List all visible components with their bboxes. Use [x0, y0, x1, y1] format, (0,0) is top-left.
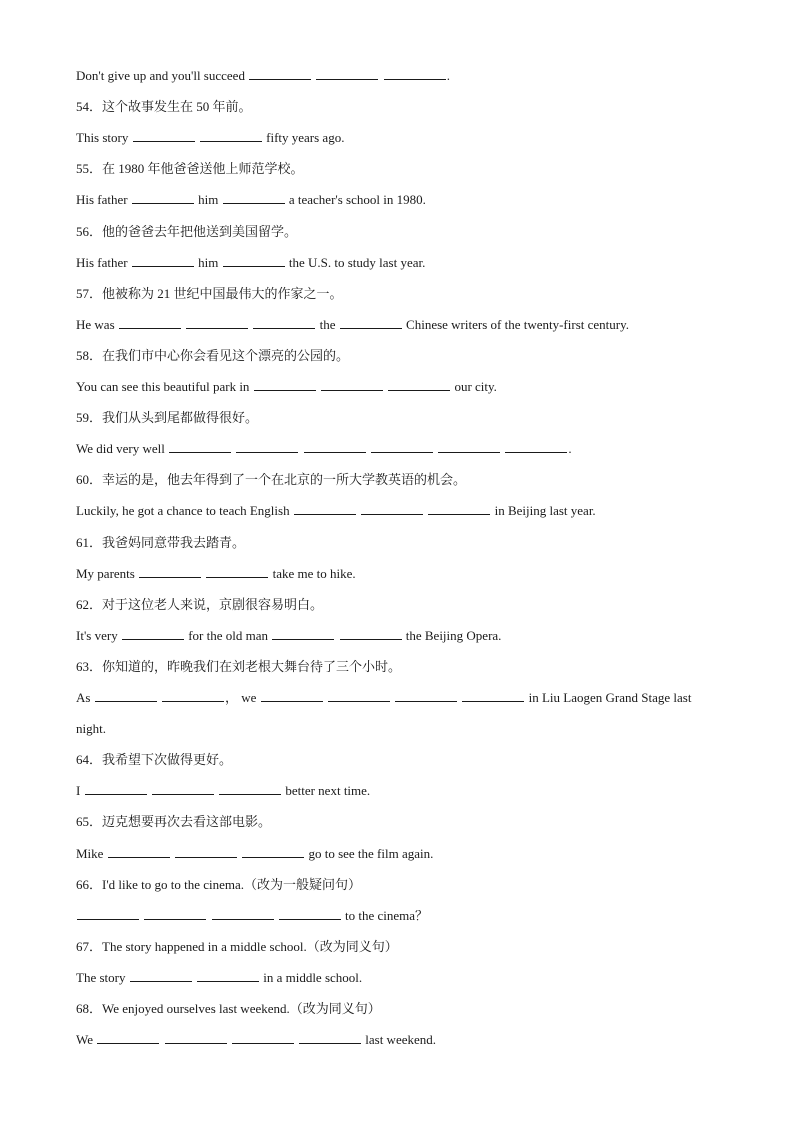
sentence-text — [275, 908, 278, 923]
sentence-text: in Liu Laogen Grand Stage last — [525, 690, 692, 705]
answer-blank[interactable] — [132, 192, 194, 204]
sentence-text: You can see this beautiful park in — [76, 379, 253, 394]
answer-line — [76, 68, 726, 84]
sentence-text — [335, 628, 338, 643]
sentence-text: our city. — [451, 379, 497, 394]
answer-blank[interactable] — [294, 503, 356, 515]
answer-blank[interactable] — [152, 783, 214, 795]
answer-blank[interactable] — [253, 317, 315, 329]
sentence-text: the Beijing Opera. — [402, 628, 502, 643]
sentence-text — [140, 908, 143, 923]
sentence-text — [357, 503, 360, 518]
sentence-text: ， we — [224, 690, 260, 705]
answer-blank[interactable] — [384, 68, 446, 80]
sentence-text: to the cinema？ — [341, 908, 429, 923]
sentence-text: for the old man — [184, 628, 272, 643]
answer-line — [76, 846, 726, 862]
answer-blank[interactable] — [316, 68, 378, 80]
answer-blank[interactable] — [212, 908, 274, 920]
question-prompt: 57．他被称为 21 世纪中国最伟大的作家之一。 — [76, 286, 343, 301]
answer-blank[interactable] — [175, 846, 237, 858]
sentence-text — [193, 970, 196, 985]
answer-blank[interactable] — [77, 908, 139, 920]
sentence-text — [317, 379, 320, 394]
answer-blank[interactable] — [130, 970, 192, 982]
answer-blank[interactable] — [223, 192, 285, 204]
answer-blank[interactable] — [254, 379, 316, 391]
question-prompt: 56．他的爸爸去年把他送到美国留学。 — [76, 224, 298, 239]
answer-line — [76, 783, 726, 799]
sentence-text — [232, 441, 235, 456]
answer-blank[interactable] — [279, 908, 341, 920]
sentence-text: last weekend. — [362, 1032, 437, 1047]
sentence-text — [171, 846, 174, 861]
question-prompt: 61．我爸妈同意带我去踏青。 — [76, 535, 246, 550]
sentence-text: We did very well — [76, 441, 169, 456]
answer-blank[interactable] — [162, 690, 224, 702]
sentence-text: go to see the film again. — [305, 846, 434, 861]
answer-line — [76, 441, 726, 457]
question-prompt: 60．幸运的是，他去年得到了一个在北京的一所大学教英语的机会。 — [76, 472, 467, 487]
sentence-text — [196, 130, 199, 145]
sentence-text: better next time. — [282, 783, 371, 798]
sentence-text — [458, 690, 461, 705]
answer-line — [76, 192, 726, 208]
sentence-text — [324, 690, 327, 705]
sentence-text: This story — [76, 130, 132, 145]
answer-blank[interactable] — [462, 690, 524, 702]
sentence-text — [367, 441, 370, 456]
answer-blank[interactable] — [108, 846, 170, 858]
answer-line — [76, 970, 726, 986]
sentence-text: Mike — [76, 846, 107, 861]
answer-blank[interactable] — [186, 317, 248, 329]
question-prompt: 63．你知道的，昨晚我们在刘老根大舞台待了三个小时。 — [76, 659, 402, 674]
sentence-text: It's very — [76, 628, 121, 643]
sentence-text: I — [76, 783, 84, 798]
answer-blank[interactable] — [299, 1032, 361, 1044]
answer-blank[interactable] — [242, 846, 304, 858]
answer-blank[interactable] — [340, 628, 402, 640]
sentence-text — [312, 68, 315, 83]
answer-blank[interactable] — [361, 503, 423, 515]
question-prompt: 67．The story happened in a middle school.（改为同义句） — [76, 939, 398, 954]
answer-blank[interactable] — [304, 441, 366, 453]
sentence-text: His father — [76, 255, 131, 270]
answer-blank[interactable] — [371, 441, 433, 453]
sentence-text: him — [194, 255, 222, 270]
sentence-text — [249, 317, 252, 332]
answer-blank[interactable] — [133, 130, 195, 142]
answer-line — [76, 1032, 726, 1048]
sentence-text — [384, 379, 387, 394]
sentence-text: . — [446, 68, 450, 83]
answer-blank[interactable] — [219, 783, 281, 795]
answer-blank[interactable] — [122, 628, 184, 640]
sentence-text — [202, 566, 205, 581]
sentence-text: We — [76, 1032, 97, 1047]
sentence-text: a teacher's school in 1980. — [285, 192, 426, 207]
answer-line — [76, 130, 726, 146]
question-prompt: 58．在我们市中心你会看见这个漂亮的公园的。 — [76, 348, 350, 363]
answer-line — [76, 908, 726, 924]
answer-line — [76, 379, 726, 395]
answer-blank[interactable] — [165, 1032, 227, 1044]
sentence-text — [391, 690, 394, 705]
sentence-text — [160, 1032, 163, 1047]
answer-blank[interactable] — [232, 1032, 294, 1044]
sentence-text — [434, 441, 437, 456]
sentence-text: Don't give up and you'll succeed — [76, 68, 249, 83]
answer-blank[interactable] — [388, 379, 450, 391]
sentence-text — [158, 690, 161, 705]
answer-line — [76, 628, 726, 644]
answer-line — [76, 690, 726, 706]
answer-blank[interactable] — [97, 1032, 159, 1044]
sentence-text — [424, 503, 427, 518]
sentence-text: Chinese writers of the twenty-first century. — [402, 317, 630, 332]
sentence-text: . — [568, 441, 572, 456]
answer-line — [76, 317, 726, 333]
sentence-text: My parents — [76, 566, 139, 581]
sentence-text: fifty years ago. — [262, 130, 345, 145]
sentence-text: Luckily, he got a chance to teach English — [76, 503, 293, 518]
answer-blank[interactable] — [119, 317, 181, 329]
answer-blank[interactable] — [328, 690, 390, 702]
sentence-text: the — [316, 317, 339, 332]
sentence-text — [182, 317, 185, 332]
question-prompt: 68．We enjoyed ourselves last weekend.（改为同义句） — [76, 1001, 381, 1016]
sentence-text: His father — [76, 192, 131, 207]
answer-line — [76, 566, 726, 582]
sentence-text — [501, 441, 504, 456]
answer-blank[interactable] — [197, 970, 259, 982]
question-prompt: 62．对于这位老人来说，京剧很容易明白。 — [76, 597, 324, 612]
sentence-text: As — [76, 690, 94, 705]
sentence-text — [238, 846, 241, 861]
sentence-text — [215, 783, 218, 798]
sentence-text — [379, 68, 382, 83]
answer-blank[interactable] — [144, 908, 206, 920]
sentence-text: take me to hike. — [269, 566, 356, 581]
question-prompt: 55．在 1980 年他爸爸送他上师范学校。 — [76, 161, 304, 176]
sentence-text — [148, 783, 151, 798]
answer-blank[interactable] — [272, 628, 334, 640]
sentence-text: in a middle school. — [259, 970, 363, 985]
answer-blank[interactable] — [395, 690, 457, 702]
sentence-text — [207, 908, 210, 923]
answer-blank[interactable] — [261, 690, 323, 702]
answer-blank[interactable] — [428, 503, 490, 515]
question-prompt: 64．我希望下次做得更好。 — [76, 752, 233, 767]
sentence-text: him — [194, 192, 222, 207]
question-prompt: 59．我们从头到尾都做得很好。 — [76, 410, 259, 425]
answer-blank[interactable] — [95, 690, 157, 702]
sentence-text: in Beijing last year. — [491, 503, 596, 518]
answer-blank[interactable] — [139, 566, 201, 578]
answer-blank[interactable] — [438, 441, 500, 453]
answer-blank[interactable] — [236, 441, 298, 453]
answer-blank[interactable] — [169, 441, 231, 453]
answer-blank[interactable] — [200, 130, 262, 142]
answer-blank[interactable] — [505, 441, 567, 453]
answer-line — [76, 503, 726, 519]
answer-line-continued: night. — [76, 721, 106, 736]
question-prompt: 66．I'd like to go to the cinema.（改为一般疑问句） — [76, 877, 362, 892]
sentence-text: the U.S. to study last year. — [285, 255, 426, 270]
sentence-text: He was — [76, 317, 118, 332]
answer-blank[interactable] — [340, 317, 402, 329]
answer-blank[interactable] — [321, 379, 383, 391]
answer-blank[interactable] — [249, 68, 311, 80]
sentence-text — [299, 441, 302, 456]
sentence-text: The story — [76, 970, 129, 985]
answer-line — [76, 255, 726, 271]
question-prompt: 65．迈克想要再次去看这部电影。 — [76, 814, 272, 829]
answer-blank[interactable] — [223, 255, 285, 267]
question-prompt: 54．这个故事发生在 50 年前。 — [76, 99, 252, 114]
sentence-text — [295, 1032, 298, 1047]
answer-blank[interactable] — [85, 783, 147, 795]
answer-blank[interactable] — [132, 255, 194, 267]
answer-blank[interactable] — [206, 566, 268, 578]
sentence-text — [228, 1032, 231, 1047]
